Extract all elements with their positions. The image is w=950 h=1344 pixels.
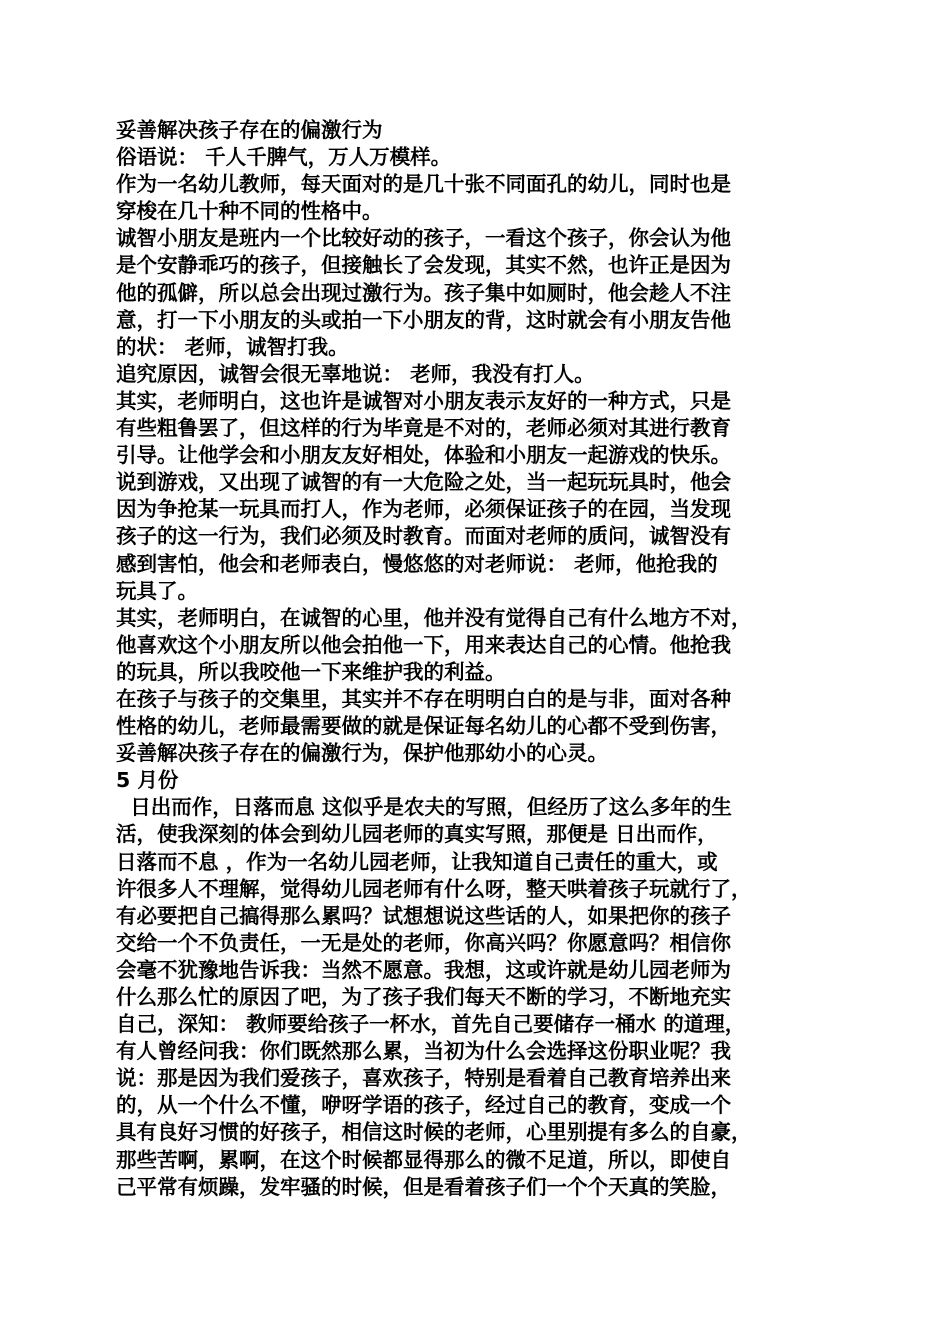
text-line: 因为争抢某一玩具而打人，作为老师，必须保证孩子的在园，当发现 xyxy=(116,497,731,522)
text-line: 他的孤僻，所以总会出现过激行为。孩子集中如厕时，他会趁人不注 xyxy=(116,280,731,305)
text-line: 其实，老师明白，这也许是诚智对小朋友表示友好的一种方式，只是 xyxy=(116,388,731,413)
text-line: 说到游戏，又出现了诚智的有一大危险之处，当一起玩玩具时，他会 xyxy=(116,470,731,495)
text-line: 玩具了。 xyxy=(116,578,198,603)
text-line: 己平常有烦躁，发牢骚的时候，但是看着孩子们一个个天真的笑脸， xyxy=(116,1174,731,1199)
text-line: 会毫不犹豫地告诉我：当然不愿意。我想，这或许就是幼儿园老师为 xyxy=(116,957,731,982)
text-line: 有必要把自己搞得那么累吗？试想想说这些话的人，如果把你的孩子 xyxy=(116,903,731,928)
text-line: 意，打一下小朋友的头或拍一下小朋友的背，这时就会有小朋友告他 xyxy=(116,307,731,332)
text-line: 在孩子与孩子的交集里，其实并不存在明明白白的是与非，面对各种 xyxy=(116,686,731,711)
text-line: 说：那是因为我们爱孩子，喜欢孩子，特别是看着自己教育培养出来 xyxy=(116,1066,731,1091)
text-line: 俗语说： 千人千脾气，万人万模样。 xyxy=(116,145,452,170)
text-line: 感到害怕，他会和老师表白，慢悠悠的对老师说： 老师，他抢我的 xyxy=(116,551,718,576)
text-line: 妥善解决孩子存在的偏激行为，保护他那幼小的心灵。 xyxy=(116,741,608,766)
text-line: 日落而不息 ，作为一名幼儿园老师，让我知道自己责任的重大，或 xyxy=(116,849,718,874)
text-line: 什么那么忙的原因了吧，为了孩子我们每天不断的学习，不断地充实 xyxy=(116,985,731,1009)
text-line: 那些苦啊，累啊，在这个时候都显得那么的微不足道，所以，即使自 xyxy=(116,1147,731,1172)
text-line: 是个安静乖巧的孩子，但接触长了会发现，其实不然，也许正是因为 xyxy=(116,253,731,278)
text-line: 孩子的这一行为，我们必须及时教育。而面对老师的质问，诚智没有 xyxy=(116,524,731,549)
text-line: 他喜欢这个小朋友所以他会拍他一下，用来表达自己的心情。他抢我 xyxy=(116,632,731,657)
text-line: 的状： 老师，诚智打我。 xyxy=(116,334,349,359)
text-line: 活，使我深刻的体会到幼儿园老师的真实写照，那便是 日出而作， xyxy=(116,822,718,847)
text-line: 许很多人不理解，觉得幼儿园老师有什么呀，整天哄着孩子玩就行了， xyxy=(116,876,752,901)
text-line: 追究原因，诚智会很无辜地说： 老师，我没有打人。 xyxy=(116,361,595,386)
text-line: 具有良好习惯的好孩子，相信这时候的老师，心里别提有多么的自豪， xyxy=(116,1120,752,1145)
text-line: 其实，老师明白，在诚智的心里，他并没有觉得自己有什么地方不对， xyxy=(116,605,752,630)
text-line: 引导。让他学会和小朋友友好相处，体验和小朋友一起游戏的快乐。 xyxy=(116,443,731,468)
text-line: 穿梭在几十种不同的性格中。 xyxy=(116,199,383,224)
text-line: 的玩具，所以我咬他一下来维护我的利益。 xyxy=(116,659,506,684)
document-title: 妥善解决孩子存在的偏激行为 xyxy=(116,118,383,142)
text-line: 自己，深知： 教师要给孩子一杯水，首先自己要储存一桶水 的道理， xyxy=(116,1012,746,1037)
document-page xyxy=(116,117,840,1201)
section-heading: 5 月份 xyxy=(116,768,179,793)
text-line: 有人曾经问我：你们既然那么累，当初为什么会选择这份职业呢？我 xyxy=(116,1039,731,1064)
text-line: 日出而作，日落而息 这似乎是农夫的写照，但经历了这么多年的生 xyxy=(116,795,732,820)
text-line: 的，从一个什么不懂，咿呀学语的孩子，经过自己的教育，变成一个 xyxy=(116,1093,731,1118)
text-line: 交给一个不负责任，一无是处的老师，你高兴吗？你愿意吗？相信你 xyxy=(116,930,731,955)
text-line: 有些粗鲁罢了，但这样的行为毕竟是不对的，老师必须对其进行教育 xyxy=(116,416,731,441)
text-line: 作为一名幼儿教师，每天面对的是几十张不同面孔的幼儿，同时也是 xyxy=(116,172,731,197)
text-line: 性格的幼儿，老师最需要做的就是保证每名幼儿的心都不受到伤害， xyxy=(116,714,731,739)
text-line: 诚智小朋友是班内一个比较好动的孩子，一看这个孩子，你会认为他 xyxy=(116,226,731,251)
